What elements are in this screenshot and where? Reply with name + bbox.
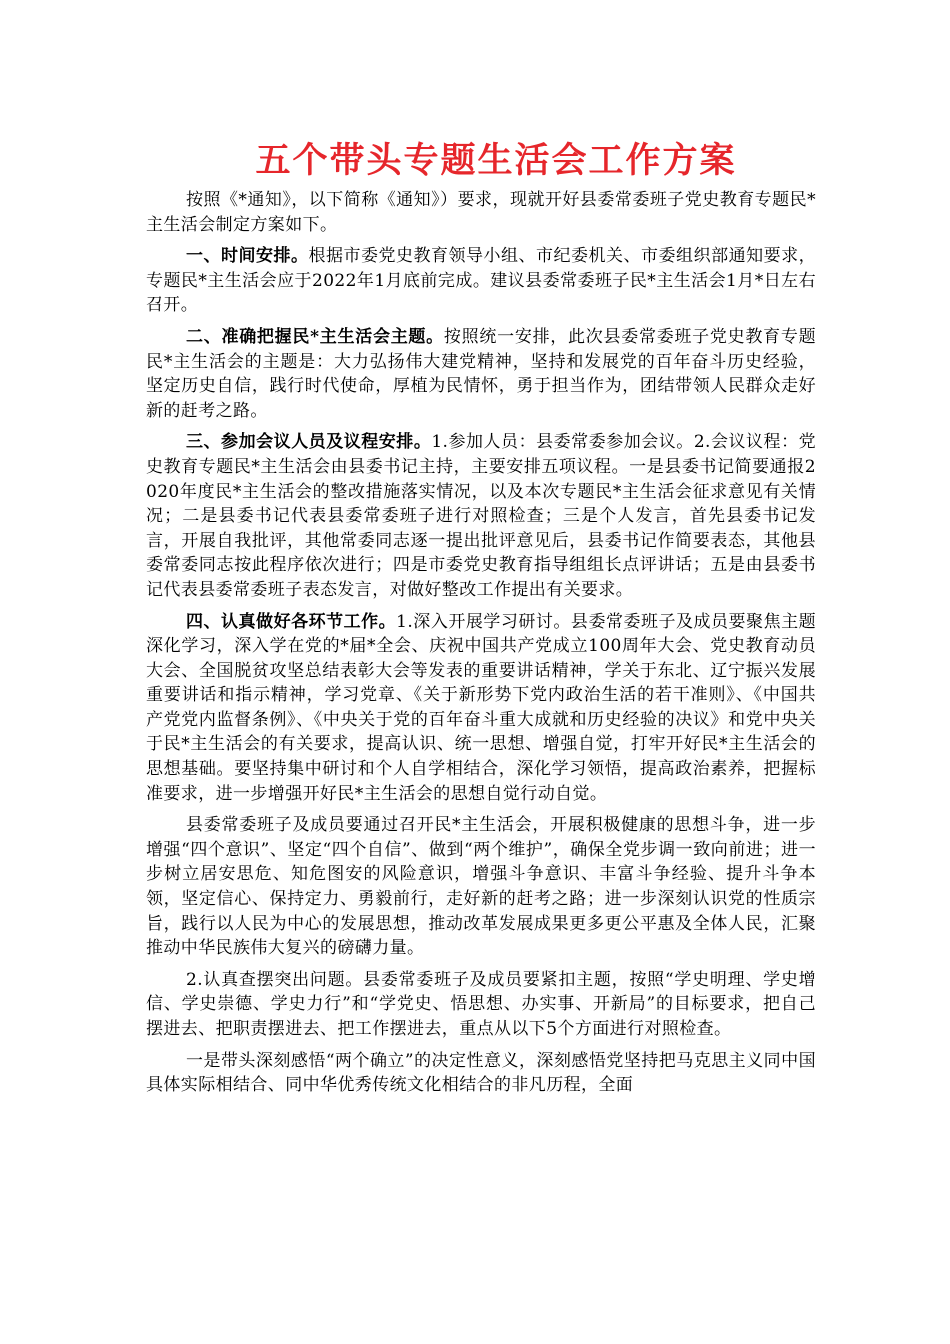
section-heading: 一、时间安排。 (186, 246, 309, 267)
paragraph-text: 按照统一安排，此次县委常委班子党史教育专题民*主生活会的主题是：大力弘扬伟大建党精神，坚持和发展党的百年奋斗历史经验，坚定历史自信，践行时代使命，厚植为民情怀，勇于担当作为，团结带领人民群众走好新的赶考之路。 (146, 326, 816, 421)
body-paragraph (146, 244, 816, 318)
body-paragraph (146, 610, 816, 807)
paragraph-text: 一是带头深刻感悟“两个确立”的决定性意义，深刻感悟党坚持把马克思主义同中国具体实际相结合、同中华优秀传统文化相结合的非凡历程，全面 (146, 1050, 816, 1096)
paragraph-text: 按照《*通知》，以下简称《通知》）要求，现就开好县委常委班子党史教育专题民*主生活会制定方案如下。 (146, 190, 816, 235)
section-heading: 三、参加会议人员及议程安排。 (186, 432, 432, 453)
body-paragraph (146, 813, 816, 961)
body-paragraph (146, 325, 816, 423)
paragraph-text: 1.深入开展学习研讨。县委常委班子及成员要聚焦主题深化学习，深入学在党的*届*全会、庆祝中国共产党成立100周年大会、党史教育动员大会、全国脱贫攻坚总结表彰大会等发表的重要讲话精神，学关于东北、辽宁振兴发展重要讲话和指示精神，学习党章、《关于新形势下党内政治生活的若干准则》、《中国共产党党内监督条例》、《中央关于党的百年奋斗重大成就和历史经验的决议》和党中央关于民*主生活会的有关要求，提高认识、统一思想、增强自觉，打牢开好民*主生活会的思想基础。要坚持集中研讨和个人自学相结合，深化学习领悟，提高政治素养，把握标准要求，进一步增强开好民*主生活会的思想自觉行动自觉。 (146, 611, 816, 804)
document-body (146, 188, 816, 1105)
paragraph-text: 根据市委党史教育领导小组、市纪委机关、市委组织部通知要求，专题民*主生活会应于2022年1月底前完成。建议县委常委班子民*主生活会1月*日左右召开。 (146, 246, 816, 316)
body-paragraph (146, 968, 816, 1042)
body-paragraph (146, 1049, 816, 1098)
document-title: 五个带头专题生活会工作方案 (255, 141, 737, 181)
paragraph-text: 县委常委班子及成员要通过召开民*主生活会，开展积极健康的思想斗争，进一步增强“四个意识”、坚定“四个自信”、做到“两个维护”，确保全党步调一致向前进；进一步树立居安思危、知危图安的风险意识，增强斗争意识、丰富斗争经验、提升斗争本领，坚定信心、保持定力、勇毅前行，走好新的赶考之路；进一步深刻认识党的性质宗旨，践行以人民为中心的发展思想，推动改革发展成果更多更公平惠及全体人民，汇聚推动中华民族伟大复兴的磅礴力量。 (146, 815, 816, 959)
section-heading: 四、认真做好各环节工作。 (186, 611, 397, 632)
paragraph-text: 2.认真查摆突出问题。县委常委班子及成员要紧扣主题，按照“学史明理、学史增信、学史崇德、学史力行”和“学党史、悟思想、办实事、开新局”的目标要求，把自己摆进去、把职责摆进去、把工作摆进去，重点从以下5个方面进行对照检查。 (146, 969, 816, 1039)
paragraph-text: 1.参加人员：县委常委参加会议。2.会议议程：党史教育专题民*主生活会由县委书记主持，主要安排五项议程。一是县委书记简要通报2020年度民*主生活会的整改措施落实情况，以及本次专题民*主生活会征求意见有关情况；二是县委书记代表县委常委班子进行对照检查；三是个人发言，首先县委书记发言，开展自我批评，其他常委同志逐一提出批评意见后，县委书记作简要表态，其他县委常委同志按此程序依次进行；四是市委党史教育指导组组长点评讲话；五是由县委书记代表县委常委班子表态发言，对做好整改工作提出有关要求。 (146, 432, 816, 600)
body-paragraph (146, 188, 816, 237)
body-paragraph (146, 430, 816, 602)
section-heading: 二、准确把握民*主生活会主题。 (186, 326, 444, 347)
